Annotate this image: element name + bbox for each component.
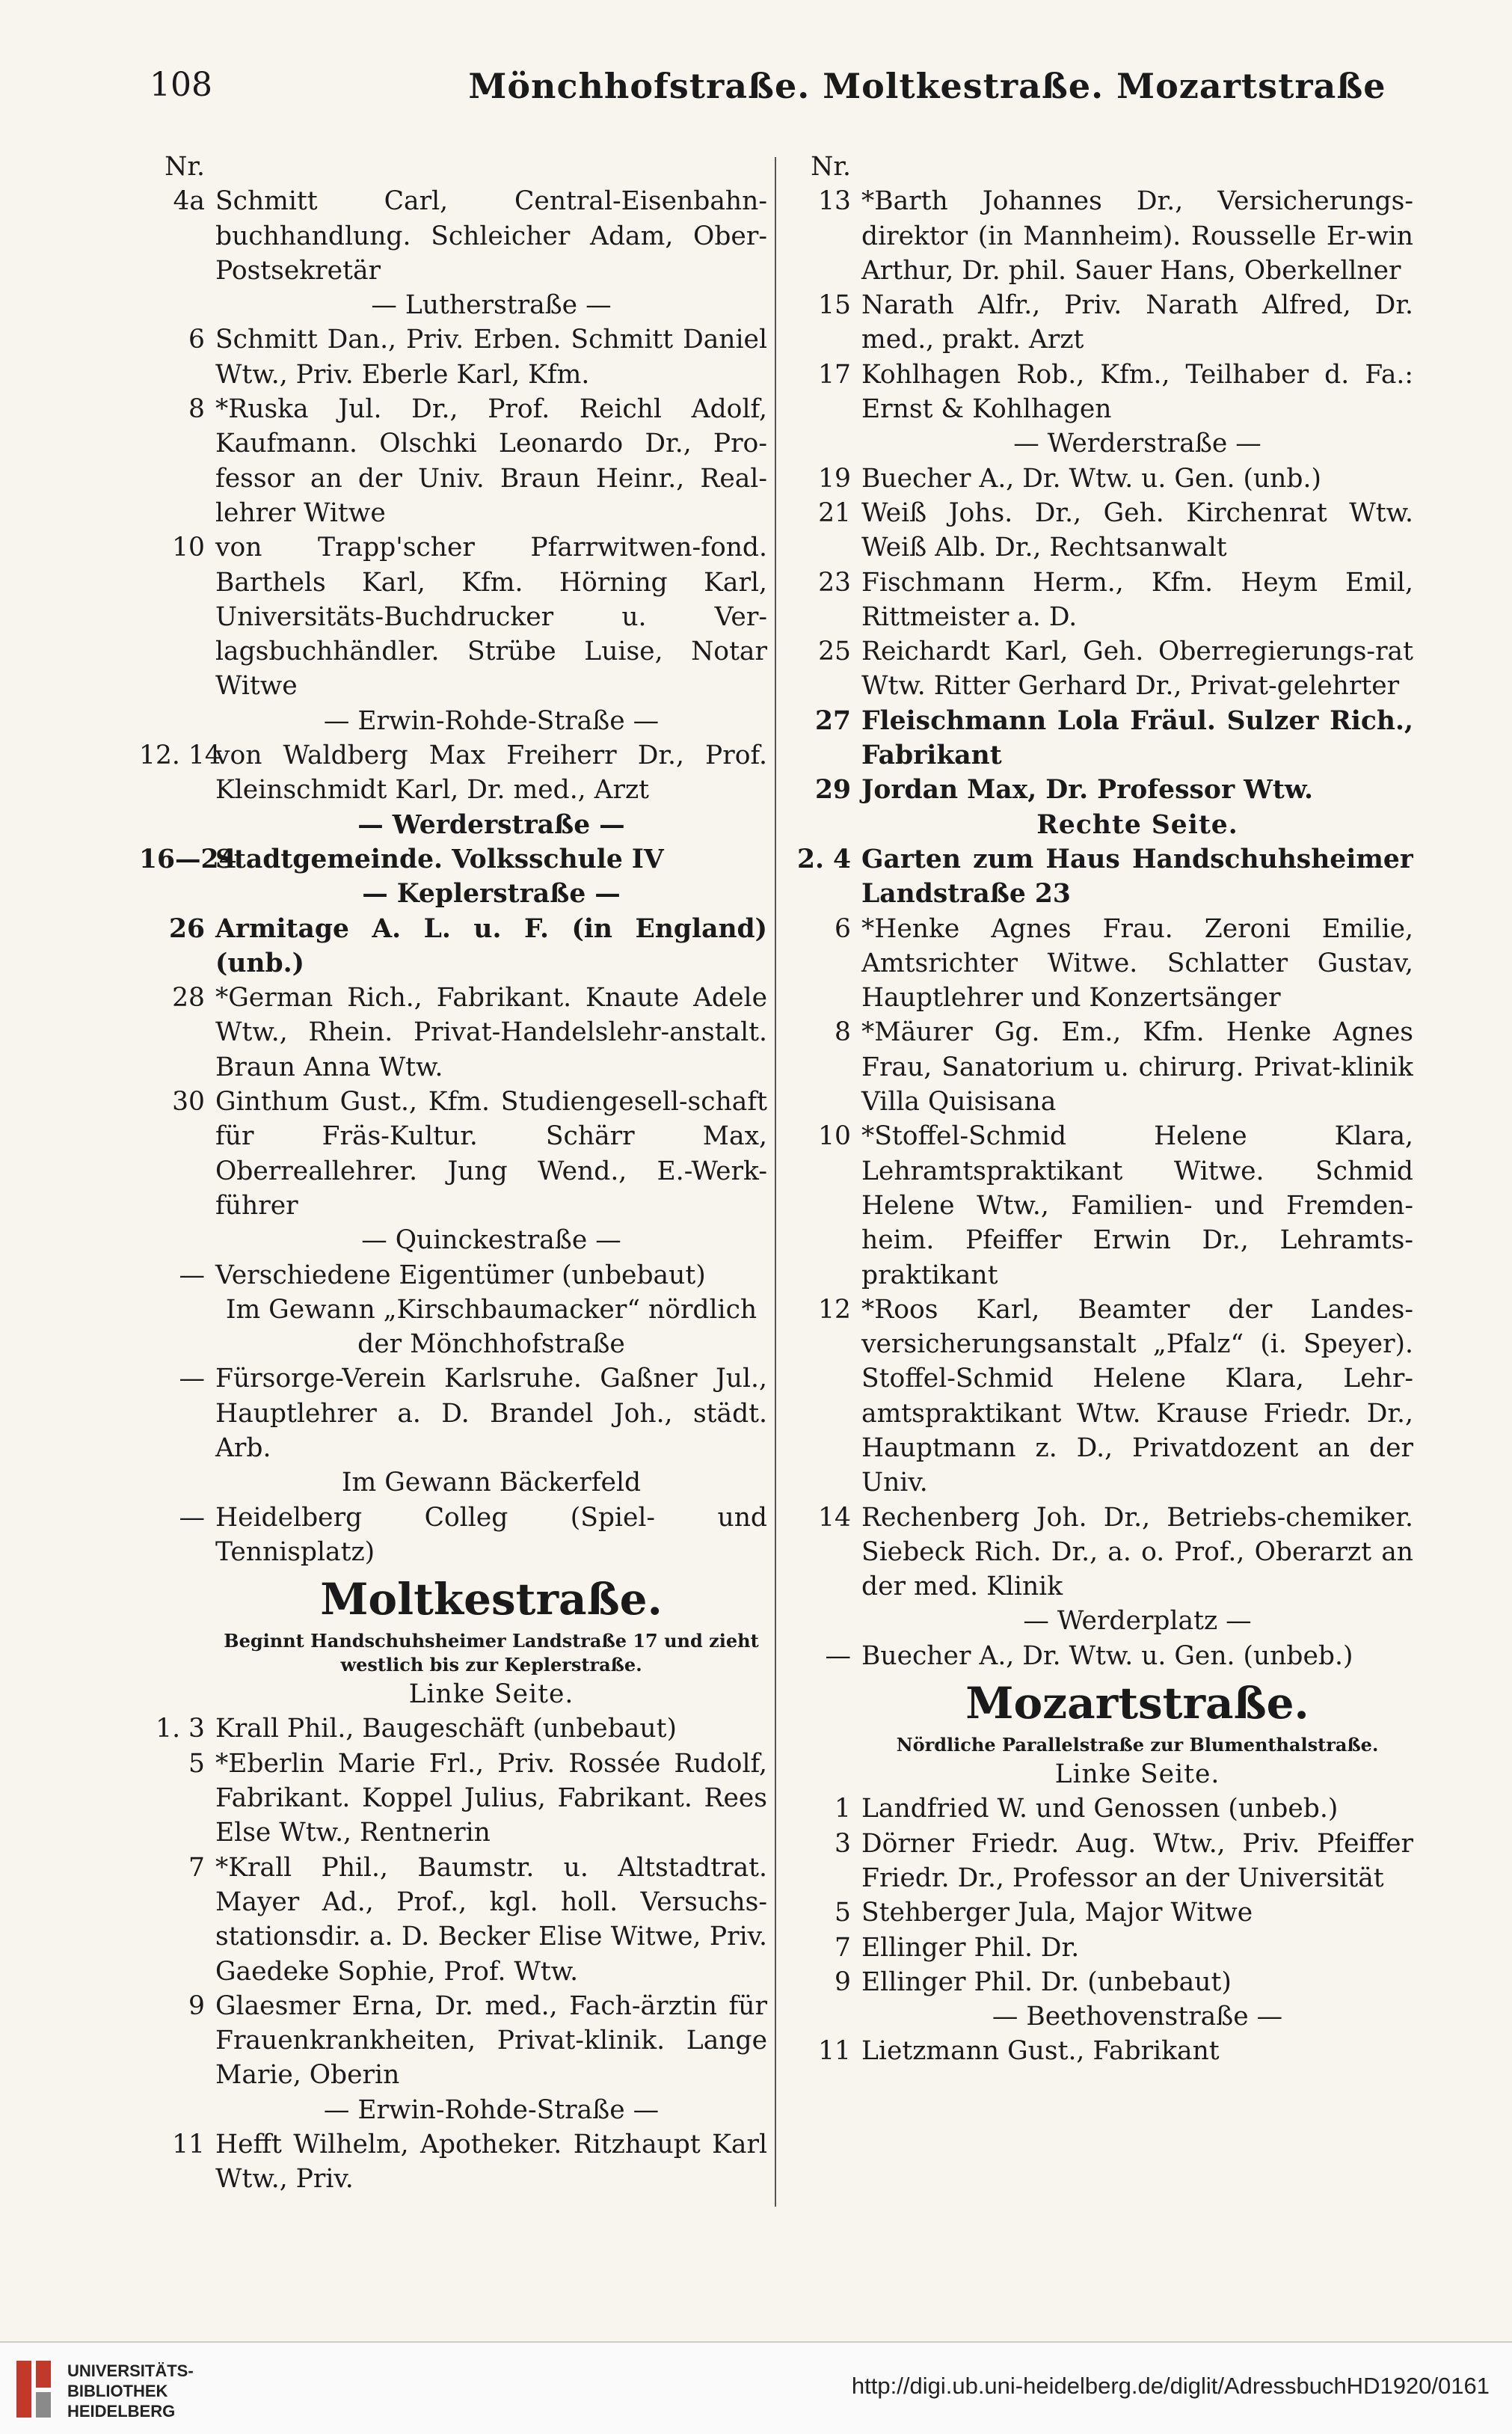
house-number: 9 xyxy=(188,1990,205,2021)
entry-row xyxy=(139,1851,767,1989)
house-number: 12 xyxy=(818,1294,851,1325)
house-number: 11 xyxy=(172,2130,205,2160)
house-number: 25 xyxy=(818,637,851,667)
house-number: 10 xyxy=(172,533,205,563)
entry-text: Nördliche Parallelstraße zur Blumenthalstraße. xyxy=(896,1734,1379,1756)
entry-text: Im Gewann Bäckerfeld xyxy=(341,1468,642,1498)
house-number xyxy=(785,1604,861,1638)
entry-row xyxy=(139,1629,767,1677)
footer-bar xyxy=(0,2341,1512,2434)
entry-row xyxy=(785,704,1413,773)
entry-row xyxy=(785,634,1413,704)
house-number: 28 xyxy=(172,983,205,1014)
entry-text: von Waldberg Max Freiherr Dr., Prof. Kleinschmidt Karl, Dr. med., Arzt xyxy=(215,741,767,806)
library-logo-icon xyxy=(13,2358,54,2421)
entry-text: Buecher A., Dr. Wtw. u. Gen. (unb.) xyxy=(861,463,1321,494)
entry-row xyxy=(139,1677,767,1711)
entry-text: Krall Phil., Baugeschäft (unbebaut) xyxy=(215,1714,677,1744)
entry-text: Stadtgemeinde. Volksschule IV xyxy=(215,844,664,874)
entry-text: Weiß Johs. Dr., Geh. Kirchenrat Wtw. Weiß Alb. Dr., Rechtsanwalt xyxy=(861,497,1413,563)
left-column xyxy=(139,150,767,2231)
entry-row xyxy=(139,842,767,877)
entry-row xyxy=(785,288,1413,358)
entry-text: — Quinckestraße — xyxy=(361,1225,621,1256)
house-number: — xyxy=(179,1260,205,1290)
house-number: 8 xyxy=(835,1017,851,1048)
house-number xyxy=(139,288,215,322)
entry-row xyxy=(785,1999,1413,2034)
entry-text: Linke Seite. xyxy=(408,1679,574,1710)
library-name-line: HEIDELBERG xyxy=(67,2402,176,2421)
house-number xyxy=(139,1677,215,1711)
house-number xyxy=(785,426,861,461)
entry-text: — Werderplatz — xyxy=(1023,1606,1252,1637)
entry-row xyxy=(785,1500,1413,1604)
source-url-link[interactable]: http://digi.ub.uni-heidelberg.de/diglit/AdressbuchHD1920/0161 xyxy=(851,2373,1490,2399)
entry-row xyxy=(785,773,1413,807)
house-number: 6 xyxy=(835,913,851,944)
entry-row xyxy=(785,496,1413,565)
entry-text: Fleischmann Lola Fräul. Sulzer Rich., Fabrikant xyxy=(861,705,1413,771)
entry-row xyxy=(785,1931,1413,1965)
house-number: 15 xyxy=(818,290,851,321)
entry-text xyxy=(215,150,767,184)
entry-text: Rechte Seite. xyxy=(1036,809,1238,840)
entry-row xyxy=(139,1293,767,1362)
entry-text: Armitage A. L. u. F. (in England) (unb.) xyxy=(215,913,767,978)
entry-text: Schmitt Dan., Priv. Erben. Schmitt Daniel Wtw., Priv. Eberle Karl, Kfm. xyxy=(215,325,767,390)
house-number: 6 xyxy=(188,325,205,355)
entry-row xyxy=(785,842,1413,912)
entry-row xyxy=(139,1569,767,1629)
entry-row xyxy=(785,1604,1413,1638)
house-number xyxy=(139,1629,215,1677)
entry-row xyxy=(785,150,1413,184)
house-number: 16—24 xyxy=(139,844,237,874)
entry-row xyxy=(785,1827,1413,1896)
entry-text xyxy=(861,150,1413,184)
entry-row xyxy=(785,462,1413,496)
entry-row xyxy=(139,1223,767,1257)
entry-text: Lietzmann Gust., Fabrikant xyxy=(861,2036,1220,2067)
entry-row xyxy=(785,1015,1413,1119)
entry-text: von Trapp'scher Pfarrwitwen-fond. Barthels Karl, Kfm. Hörning Karl, Universitäts-Buchdrucker u. Ver-lagsbuchhändler. Strübe Luise, Notar Witwe xyxy=(215,533,767,702)
entry-text: *Krall Phil., Baumstr. u. Altstadtrat. Mayer Ad., Prof., kgl. holl. Versuchs-stationsdir. a. D. Becker Elise Witwe, Priv. Gaedeke Sophie, Prof. Wtw. xyxy=(215,1852,767,1987)
house-number: 29 xyxy=(814,775,851,806)
entry-text: Ginthum Gust., Kfm. Studiengesell-schaft für Fräs-Kultur. Schärr Max, Oberreallehrer. Jung Wend., E.-Werk-führer xyxy=(215,1087,767,1221)
entry-text: *Mäurer Gg. Em., Kfm. Henke Agnes Frau, Sanatorium u. chirurg. Privat-klinik Villa Quisisana xyxy=(861,1017,1413,1118)
house-number: 12. 14 xyxy=(139,741,221,771)
entry-text: Fürsorge-Verein Karlsruhe. Gaßner Jul., Hauptlehrer a. D. Brandel Joh., städt. Arb. xyxy=(215,1364,767,1463)
entry-row xyxy=(785,1639,1413,1673)
entry-row xyxy=(139,530,767,703)
house-number: Nr. xyxy=(165,152,205,182)
entry-row xyxy=(785,1673,1413,1733)
entry-row xyxy=(785,565,1413,635)
entry-text: Garten zum Haus Handschuhsheimer Landstraße 23 xyxy=(861,844,1413,910)
entry-row xyxy=(139,288,767,322)
house-number: 1. 3 xyxy=(156,1714,205,1744)
entry-row xyxy=(785,808,1413,842)
entry-row xyxy=(785,1119,1413,1292)
entry-text: Beginnt Handschuhsheimer Landstraße 17 und zieht westlich bis zur Keplerstraße. xyxy=(224,1630,759,1676)
entry-text: Linke Seite. xyxy=(1054,1759,1220,1790)
entry-text: *Roos Karl, Beamter der Landes-versicherungsanstalt „Pfalz“ (i. Speyer). Stoffel-Schmid Helene Klara, Lehr-amtspraktikant Wtw. Krause Friedr. Dr., Hauptmann z. D., Privatdozent an der Univ. xyxy=(861,1294,1413,1498)
column-rule xyxy=(775,157,776,2207)
entry-row xyxy=(139,808,767,842)
entry-text: Narath Alfr., Priv. Narath Alfred, Dr. med., prakt. Arzt xyxy=(861,290,1413,355)
entry-text: *Eberlin Marie Frl., Priv. Rossée Rudolf, Fabrikant. Koppel Julius, Fabrikant. Rees Else Wtw., Rentnerin xyxy=(215,1748,767,1848)
entry-text: Reichardt Karl, Geh. Oberregierungs-rat Wtw. Ritter Gerhard Dr., Privat-gelehrter xyxy=(861,637,1413,702)
house-number: 14 xyxy=(818,1502,851,1533)
house-number xyxy=(139,1293,215,1362)
entry-text: Rechenberg Joh. Dr., Betriebs-chemiker. Siebeck Rich. Dr., a. o. Prof., Oberarzt an der med. Klinik xyxy=(861,1502,1413,1602)
entry-text: — Werderstraße — xyxy=(1013,429,1261,459)
right-column xyxy=(785,150,1413,2231)
entry-row xyxy=(139,1361,767,1465)
entry-row xyxy=(785,1965,1413,1999)
entry-row xyxy=(785,426,1413,461)
house-number: 11 xyxy=(818,2036,851,2067)
entry-row xyxy=(139,1711,767,1746)
house-number xyxy=(785,1757,861,1791)
house-number: — xyxy=(179,1502,205,1533)
house-number: — xyxy=(825,1640,851,1671)
entry-row xyxy=(139,150,767,184)
entry-row xyxy=(139,1500,767,1570)
house-number: 4a xyxy=(173,186,205,217)
entry-row xyxy=(785,358,1413,427)
library-name xyxy=(67,2361,194,2421)
house-number: 8 xyxy=(188,394,205,425)
house-number: 19 xyxy=(818,463,851,494)
house-number: 9 xyxy=(835,1966,851,1997)
entry-row xyxy=(785,1895,1413,1930)
entry-text: Stehberger Jula, Major Witwe xyxy=(861,1898,1253,1928)
house-number xyxy=(139,808,215,842)
house-number xyxy=(785,808,861,842)
entry-row xyxy=(139,738,767,808)
page-number: 108 xyxy=(150,66,212,104)
house-number xyxy=(139,704,215,738)
entry-row xyxy=(139,1085,767,1223)
entry-text: — Lutherstraße — xyxy=(371,290,612,321)
house-number: 30 xyxy=(172,1087,205,1118)
entry-text: Im Gewann „Kirschbaumacker“ nördlich der Mönchhofstraße xyxy=(225,1294,757,1360)
entry-text: Moltkestraße. xyxy=(320,1574,663,1625)
house-number: 23 xyxy=(818,567,851,598)
entry-text: Fischmann Herm., Kfm. Heym Emil, Rittmeister a. D. xyxy=(861,567,1413,632)
entry-text: — Beethovenstraße — xyxy=(992,2002,1283,2032)
entry-text: Glaesmer Erna, Dr. med., Fach-ärztin für Frauenkrankheiten, Privat-klinik. Lange Marie, Oberin xyxy=(215,1990,767,2091)
entry-text: — Keplerstraße — xyxy=(362,879,621,910)
house-number: 1 xyxy=(835,1794,851,1824)
entry-text: Landfried W. und Genossen (unbeb.) xyxy=(861,1794,1339,1824)
entry-row xyxy=(139,1747,767,1851)
entry-text: Ellinger Phil. Dr. (unbebaut) xyxy=(861,1966,1232,1997)
house-number: 5 xyxy=(188,1748,205,1779)
entry-row xyxy=(139,704,767,738)
entry-row xyxy=(139,2093,767,2127)
house-number: 27 xyxy=(814,705,851,736)
house-number xyxy=(139,2093,215,2127)
house-number xyxy=(139,1223,215,1257)
entry-text: *Stoffel-Schmid Helene Klara, Lehramtspraktikant Witwe. Schmid Helene Wtw., Familien- und Fremden-heim. Pfeiffer Erwin Dr., Lehramts-praktikant xyxy=(861,1121,1413,1290)
entry-row xyxy=(139,322,767,392)
entry-text: Jordan Max, Dr. Professor Wtw. xyxy=(861,775,1314,806)
entry-row xyxy=(785,912,1413,1016)
house-number: 7 xyxy=(188,1852,205,1883)
library-name-line: UNIVERSITÄTS- xyxy=(67,2361,194,2380)
entry-text: *German Rich., Fabrikant. Knaute Adele Wtw., Rhein. Privat-Handelslehr-anstalt. Braun Anna Wtw. xyxy=(215,983,767,1082)
house-number: 5 xyxy=(835,1898,851,1928)
house-number: 26 xyxy=(168,913,205,944)
house-number: — xyxy=(179,1364,205,1394)
house-number: 17 xyxy=(818,359,851,390)
entry-row xyxy=(785,1757,1413,1791)
entry-text: *Ruska Jul. Dr., Prof. Reichl Adolf, Kaufmann. Olschki Leonardo Dr., Pro-fessor an der Univ. Braun Heinr., Real-lehrer Witwe xyxy=(215,394,767,528)
entry-text: — Werderstraße — xyxy=(357,809,625,840)
entry-row xyxy=(139,1465,767,1500)
entry-row xyxy=(139,912,767,981)
house-number: 7 xyxy=(835,1932,851,1963)
house-number: 10 xyxy=(818,1121,851,1152)
entry-text: Heidelberg Colleg (Spiel- und Tennisplatz) xyxy=(215,1502,767,1567)
entry-text: Schmitt Carl, Central-Eisenbahn-buchhandlung. Schleicher Adam, Ober-Postsekretär xyxy=(215,186,767,286)
house-number: 21 xyxy=(818,497,851,528)
house-number xyxy=(785,1999,861,2034)
entry-row xyxy=(139,392,767,530)
entry-text: Dörner Friedr. Aug. Wtw., Priv. Pfeiffer Friedr. Dr., Professor an der Universität xyxy=(861,1828,1413,1893)
entry-row xyxy=(139,2127,767,2197)
entry-row xyxy=(139,877,767,911)
house-number: Nr. xyxy=(811,152,851,182)
house-number xyxy=(785,1733,861,1757)
entry-row xyxy=(785,184,1413,288)
entry-text: Mozartstraße. xyxy=(965,1678,1309,1729)
house-number xyxy=(785,1673,861,1733)
entry-text: Kohlhagen Rob., Kfm., Teilhaber d. Fa.: Ernst & Kohlhagen xyxy=(861,359,1413,425)
entry-text: Ellinger Phil. Dr. xyxy=(861,1932,1080,1963)
entry-row xyxy=(139,981,767,1085)
house-number: 3 xyxy=(835,1828,851,1859)
entry-row xyxy=(785,1293,1413,1500)
house-number xyxy=(139,877,215,911)
entry-row xyxy=(785,1791,1413,1826)
entry-text: *Henke Agnes Frau. Zeroni Emilie, Amtsrichter Witwe. Schlatter Gustav, Hauptlehrer und Konzertsänger xyxy=(861,913,1413,1014)
entry-row xyxy=(139,1989,767,2093)
running-title: Mönchhofstraße. Moltkestraße. Mozartstraße xyxy=(468,66,1386,106)
house-number: 2. 4 xyxy=(796,844,851,874)
house-number xyxy=(139,1465,215,1500)
house-number: 13 xyxy=(818,186,851,217)
entry-text: Verschiedene Eigentümer (unbebaut) xyxy=(215,1260,706,1290)
entry-row xyxy=(139,184,767,288)
entry-text: *Barth Johannes Dr., Versicherungs-direktor (in Mannheim). Rousselle Er-win Arthur, Dr. phil. Sauer Hans, Oberkellner xyxy=(861,186,1413,286)
entry-row xyxy=(785,2034,1413,2068)
library-name-line: BIBLIOTHEK xyxy=(67,2382,168,2400)
entry-text: — Erwin-Rohde-Straße — xyxy=(323,2094,660,2125)
entry-row xyxy=(139,1258,767,1293)
entry-text: — Erwin-Rohde-Straße — xyxy=(323,705,660,736)
entry-text: Buecher A., Dr. Wtw. u. Gen. (unbeb.) xyxy=(861,1640,1353,1671)
house-number xyxy=(139,1569,215,1629)
entry-text: Hefft Wilhelm, Apotheker. Ritzhaupt Karl Wtw., Priv. xyxy=(215,2130,767,2195)
entry-row xyxy=(785,1733,1413,1757)
page-header xyxy=(150,66,1406,118)
